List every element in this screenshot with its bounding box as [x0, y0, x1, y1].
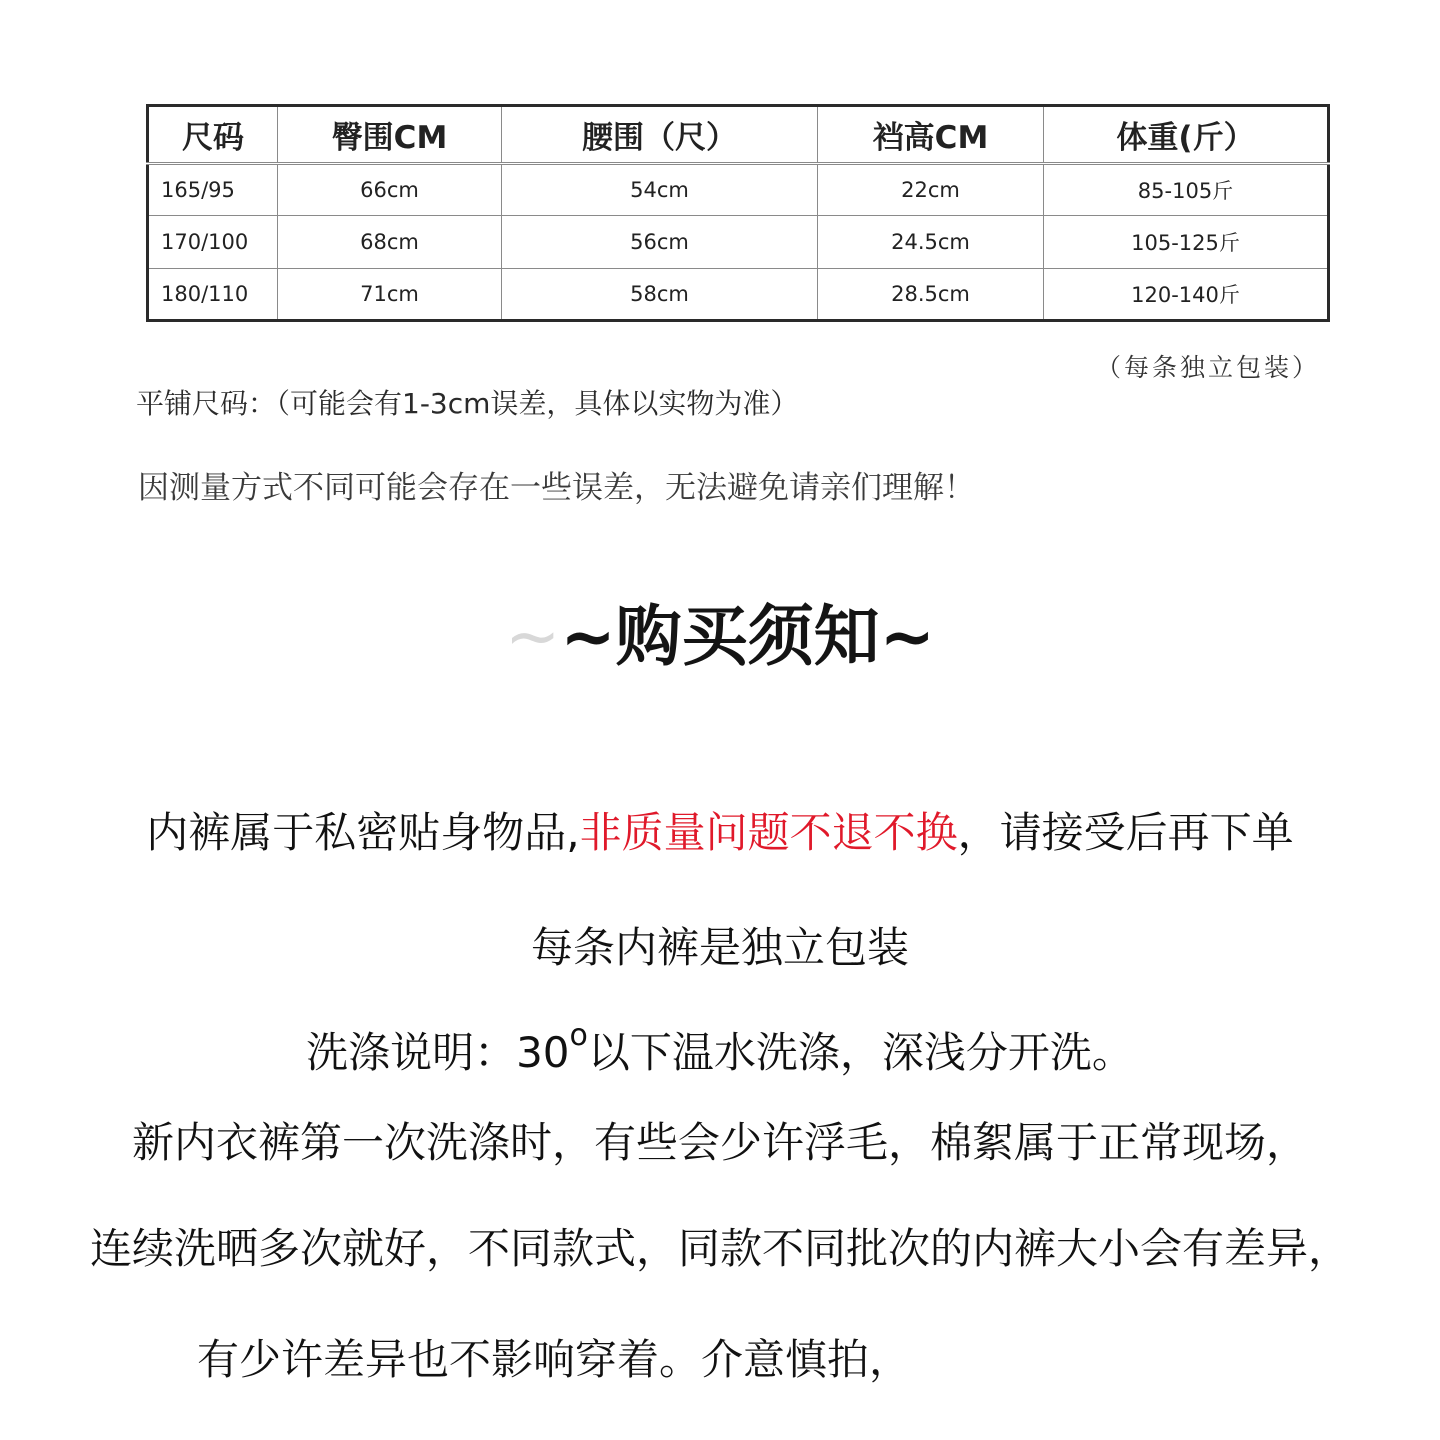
line1-suffix: ，请接受后再下单 [957, 808, 1294, 857]
cell-hip: 71cm [278, 268, 502, 320]
cell-rise: 28.5cm [818, 268, 1044, 320]
size-variance-line: 连续洗晒多次就好，不同款式，同款不同批次的内裤大小会有差异， [89, 1224, 1350, 1273]
cell-size: 165/95 [148, 164, 278, 216]
individual-pack-note: （每条独立包装） [1096, 353, 1321, 382]
line3-suffix: 以下温水洗涤，深浅分开洗。 [587, 1028, 1134, 1077]
header-weight: 体重(斤） [1044, 106, 1329, 164]
caution-line: 有少许差异也不影响穿着。介意慎拍， [196, 1335, 911, 1384]
cell-waist: 56cm [502, 216, 818, 268]
cell-rise: 22cm [818, 164, 1044, 216]
cell-waist: 58cm [502, 268, 818, 320]
header-hip: 臀围CM [278, 106, 502, 164]
cell-hip: 68cm [278, 216, 502, 268]
cell-hip: 66cm [278, 164, 502, 216]
header-rise: 裆高CM [818, 106, 1044, 164]
table-row [148, 164, 1329, 216]
no-return-warning: 非质量问题不退不换 [579, 808, 958, 857]
table-row [148, 268, 1329, 320]
size-chart-table [146, 104, 1330, 322]
header-size: 尺码 [148, 106, 278, 164]
return-policy-line [0, 800, 1440, 860]
measurement-error-note: 因测量方式不同可能会存在一些误差，无法避免请亲们理解！ [138, 470, 975, 506]
cell-weight: 120-140斤 [1044, 268, 1329, 320]
line3-prefix: 洗涤说明：30 [306, 1028, 570, 1077]
line1-prefix: 内裤属于私密贴身物品, [146, 808, 580, 857]
heading-text: ~购买须知~ [560, 598, 935, 675]
packaging-line: 每条内裤是独立包装 [530, 923, 909, 972]
header-waist: 腰围（尺） [502, 106, 818, 164]
flat-measure-note: 平铺尺码：（可能会有1-3cm误差，具体以实物为准） [136, 387, 799, 420]
cell-weight: 85-105斤 [1044, 164, 1329, 216]
first-wash-line: 新内衣裤第一次洗涤时，有些会少许浮毛，棉絮属于正常现场， [131, 1118, 1308, 1167]
cell-size: 180/110 [148, 268, 278, 320]
washing-instructions-line [0, 1020, 1440, 1080]
cell-waist: 54cm [502, 164, 818, 216]
table-header-row [148, 106, 1329, 164]
cell-size: 170/100 [148, 216, 278, 268]
degree-mark: o [569, 1018, 588, 1053]
cell-rise: 24.5cm [818, 216, 1044, 268]
cell-weight: 105-125斤 [1044, 216, 1329, 268]
purchase-notice-heading [0, 583, 1440, 678]
decorative-tilde: ~ [505, 598, 561, 675]
table-row [148, 216, 1329, 268]
